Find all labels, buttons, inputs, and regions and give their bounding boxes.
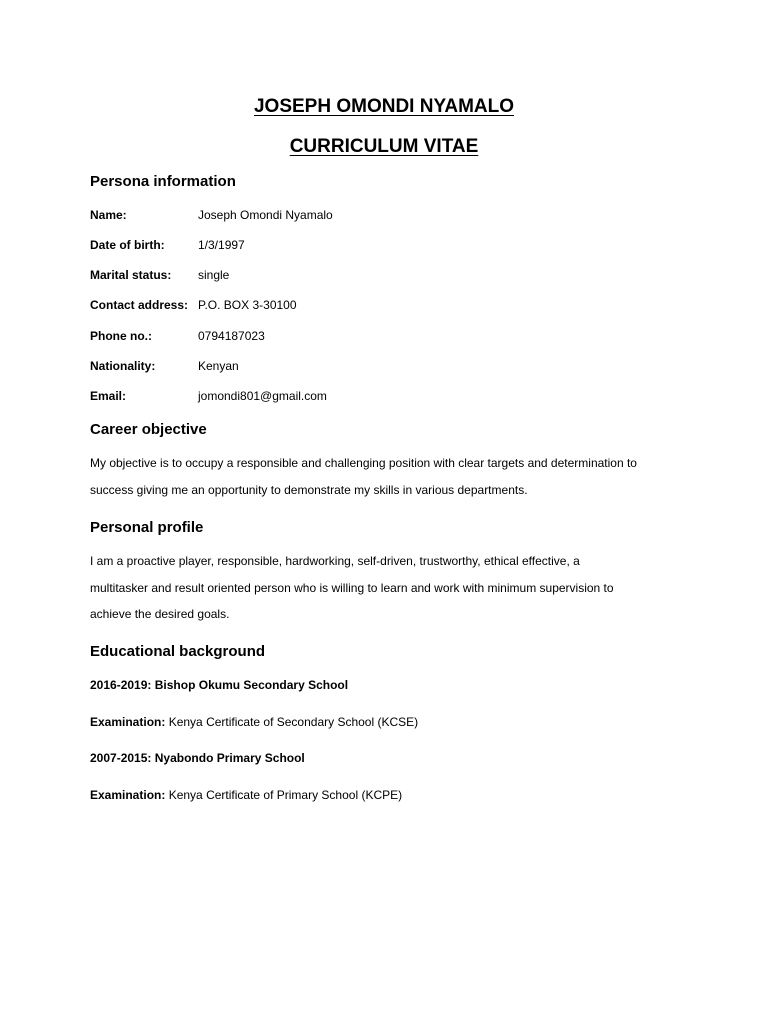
document-title: CURRICULUM VITAE [289,136,479,157]
field-value: Kenyan [198,359,239,373]
field-label: Nationality: [90,359,156,373]
education-entry [90,715,418,729]
field-marital-status [90,268,229,282]
education-entry-label: 2007-2015: [90,751,152,765]
field-date-of-birth [90,238,245,252]
education-entry-text: Nyabondo Primary School [154,751,305,765]
career-objective-heading: Career objective [90,421,207,438]
field-label: Phone no.: [90,329,152,343]
field-nationality [90,359,239,373]
personal-info-heading: Persona information [90,173,236,190]
paragraph-line: achieve the desired goals. [90,607,230,621]
field-value: P.O. BOX 3-30100 [198,298,297,312]
field-label: Marital status: [90,268,172,282]
field-name [90,208,333,222]
field-contact-address [90,298,297,312]
education-entry [90,751,305,765]
education-entry-label: 2016-2019: [90,678,152,692]
field-value: 0794187023 [198,329,265,343]
personal-profile-heading: Personal profile [90,519,204,536]
education-entry [90,678,348,692]
field-value: 1/3/1997 [198,238,245,252]
field-email [90,389,327,403]
field-label: Date of birth: [90,238,165,252]
education-entry-text: Kenya Certificate of Primary School (KCPE) [168,788,403,802]
field-label: Email: [90,389,127,403]
person-name-title: JOSEPH OMONDI NYAMALO [253,96,515,117]
personal-profile-text [90,548,690,628]
career-objective-text [90,450,690,503]
education-entry [90,788,402,802]
field-label: Contact address: [90,298,189,312]
field-phone [90,329,265,343]
paragraph-line: I am a proactive player, responsible, hardworking, self-driven, trustworthy, ethical effective, a [90,554,580,568]
education-entry-label: Examination: [90,715,166,729]
field-value: Joseph Omondi Nyamalo [198,208,333,222]
education-entry-label: Examination: [90,788,166,802]
education-entry-text: Bishop Okumu Secondary School [154,678,349,692]
education-entry-text: Kenya Certificate of Secondary School (KCSE) [168,715,419,729]
paragraph-line: success giving me an opportunity to demonstrate my skills in various departments. [90,482,528,497]
education-heading: Educational background [90,643,266,660]
field-value: jomondi801@gmail.com [198,389,327,403]
paragraph-line: multitasker and result oriented person who is willing to learn and work with minimum supervision to [90,580,614,595]
paragraph-line: My objective is to occupy a responsible and challenging position with clear targets and determination to [90,456,637,470]
field-value: single [198,268,230,282]
field-label: Name: [90,208,127,222]
